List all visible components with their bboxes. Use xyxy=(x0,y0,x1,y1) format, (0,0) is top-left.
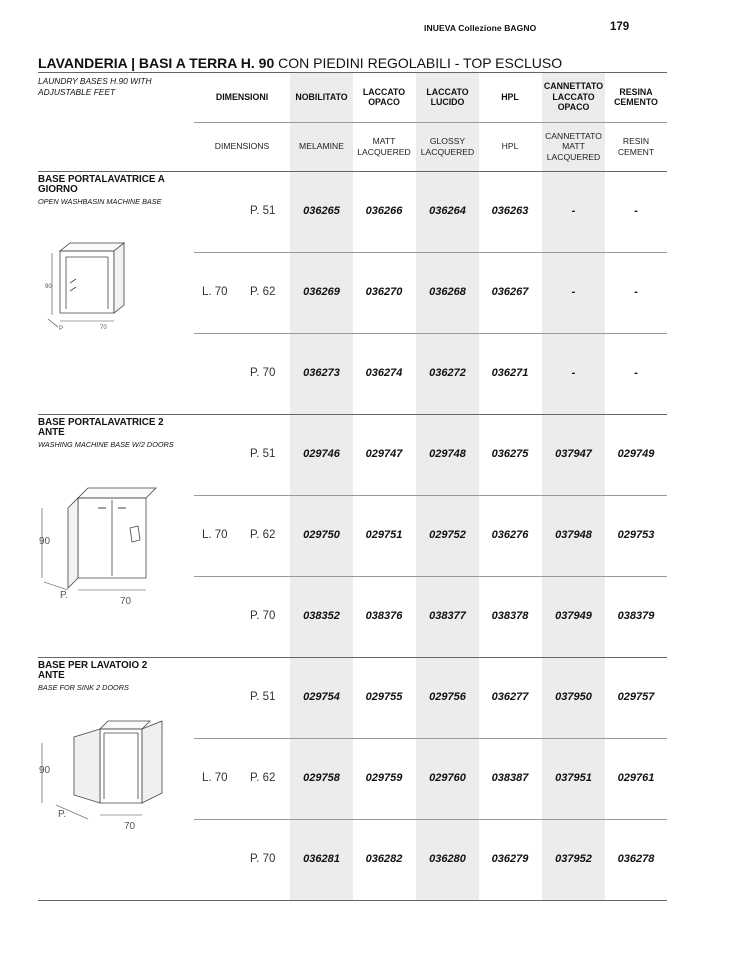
depth-value: P. 70 xyxy=(250,610,276,622)
depth-value: P. 51 xyxy=(250,204,276,217)
article-code: 036264 xyxy=(429,204,466,217)
illustration-height: 90 xyxy=(39,536,51,547)
article-code: 036274 xyxy=(365,367,403,379)
table-divider xyxy=(194,122,667,123)
article-code: 038352 xyxy=(303,610,340,622)
article-code: 036281 xyxy=(303,853,340,865)
article-code: 038378 xyxy=(491,610,529,622)
article-code: 036265 xyxy=(303,204,340,217)
section-subtitle: OPEN WASHBASIN MACHINE BASE xyxy=(38,197,162,206)
table-divider xyxy=(38,171,667,172)
column-header-5: HPL xyxy=(501,91,519,102)
article-code: 038376 xyxy=(365,610,403,622)
article-code: 029749 xyxy=(617,447,655,460)
illustration-height: 90 xyxy=(45,284,52,290)
width-value: L. 70 xyxy=(202,528,228,541)
header-brand: INUEVA Collezione BAGNO xyxy=(424,23,537,33)
width-value: L. 70 xyxy=(202,285,228,298)
table-divider xyxy=(194,333,667,334)
article-code: 029757 xyxy=(617,690,655,703)
article-code: - xyxy=(634,367,638,379)
article-code: - xyxy=(634,285,638,298)
table-divider xyxy=(194,576,667,577)
article-code: 029756 xyxy=(429,690,466,703)
section-title: BASE PER LAVATOIO 2 ANTE xyxy=(38,660,148,681)
column-subheader-5: HPL xyxy=(501,141,519,152)
column-header-2: NOBILITATO xyxy=(295,91,348,102)
column-subheader-6: CANNETTATO MATT LACQUERED xyxy=(545,130,602,162)
column-header-4: LACCATO LUCIDO xyxy=(426,86,469,107)
article-code: 029754 xyxy=(303,690,340,703)
article-code: 029755 xyxy=(365,690,403,703)
article-code: 029759 xyxy=(365,771,403,784)
section-subtitle: WASHING MACHINE BASE W/2 DOORS xyxy=(38,440,174,449)
article-code: 036277 xyxy=(491,690,529,703)
depth-value: P. 62 xyxy=(250,771,276,784)
column-header-1: DIMENSIONI xyxy=(215,91,269,102)
illustration-width: 70 xyxy=(124,821,136,832)
depth-value: P. 62 xyxy=(250,285,276,298)
article-code: 029761 xyxy=(617,771,655,784)
depth-value: P. 51 xyxy=(250,447,276,460)
article-code: 029751 xyxy=(365,528,403,541)
title-rest: CON PIEDINI REGOLABILI - TOP ESCLUSO xyxy=(274,55,563,71)
column-header-7: RESINA CEMENTO xyxy=(614,86,658,107)
page-title xyxy=(38,55,562,71)
depth-value: P. 70 xyxy=(250,367,276,379)
illustration-width: 70 xyxy=(120,596,132,607)
table-divider xyxy=(38,72,667,73)
table-divider xyxy=(194,252,667,253)
product-illustration xyxy=(38,478,168,610)
depth-value: P. 62 xyxy=(250,528,276,541)
article-code: 036267 xyxy=(491,285,529,298)
article-code: 036280 xyxy=(429,853,466,865)
column-subheader-4: GLOSSY LACQUERED xyxy=(420,136,475,157)
width-value: L. 70 xyxy=(202,771,228,784)
article-code: 036271 xyxy=(491,367,529,379)
article-code: 029746 xyxy=(303,447,340,460)
column-subheader-3: MATT LACQUERED xyxy=(357,136,411,157)
column-subheader-2: MELAMINE xyxy=(299,141,344,152)
article-code: 037947 xyxy=(555,447,592,460)
illustration-depth: P xyxy=(59,326,64,332)
illustration-depth: P. xyxy=(58,809,67,820)
article-code: 036263 xyxy=(491,204,529,217)
illustration-width: 70 xyxy=(100,325,107,331)
article-code: 036270 xyxy=(365,285,403,298)
article-code: 036273 xyxy=(303,367,340,379)
article-code: 036272 xyxy=(429,367,466,379)
title-bold: LAVANDERIA | BASI A TERRA H. 90 xyxy=(38,55,275,71)
article-code: 029748 xyxy=(429,447,466,460)
article-code: 036268 xyxy=(429,285,466,298)
product-illustration xyxy=(42,231,138,335)
article-code: 036279 xyxy=(491,853,529,865)
table-divider xyxy=(194,495,667,496)
product-illustration xyxy=(38,693,172,835)
article-code: 037949 xyxy=(555,610,592,622)
illustration-depth: P. xyxy=(60,590,69,601)
article-code: 036282 xyxy=(365,853,403,865)
column-header-3: LACCATO OPACO xyxy=(362,86,406,107)
table-divider xyxy=(38,657,667,658)
article-code: 037951 xyxy=(555,771,592,784)
page-number: 179 xyxy=(610,21,630,33)
table-divider xyxy=(38,414,667,415)
article-code: 029758 xyxy=(303,771,340,784)
article-code: 036278 xyxy=(617,853,655,865)
illustration-height: 90 xyxy=(39,765,51,776)
article-code: 037950 xyxy=(555,690,592,703)
column-header-6: CANNETTATO LACCATO OPACO xyxy=(543,81,604,113)
article-code: 038377 xyxy=(429,610,466,622)
section-title: BASE PORTALAVATRICE A GIORNO xyxy=(38,174,165,195)
article-code: 036269 xyxy=(303,285,340,298)
article-code: 036266 xyxy=(365,204,403,217)
article-code: 029753 xyxy=(617,528,655,541)
laundry-label: LAUNDRY BASES H.90 WITH ADJUSTABLE FEET xyxy=(38,76,152,97)
depth-value: P. 51 xyxy=(250,690,276,703)
table-divider xyxy=(38,900,667,901)
article-code: - xyxy=(571,204,576,217)
table-divider xyxy=(194,738,667,739)
article-code: 036276 xyxy=(491,528,529,541)
article-code: - xyxy=(571,367,576,379)
article-code: - xyxy=(571,285,576,298)
article-code: 038387 xyxy=(491,771,529,784)
article-code: 037948 xyxy=(555,528,592,541)
article-code: 029752 xyxy=(429,528,466,541)
article-code: 029760 xyxy=(429,771,466,784)
article-code: 037952 xyxy=(555,853,592,865)
article-code: - xyxy=(634,204,638,217)
column-subheader-1: DIMENSIONS xyxy=(214,141,270,152)
article-code: 036275 xyxy=(491,447,529,460)
table-divider xyxy=(194,819,667,820)
article-code: 029750 xyxy=(303,528,340,541)
section-title: BASE PORTALAVATRICE 2 ANTE xyxy=(38,417,164,438)
article-code: 038379 xyxy=(617,610,655,622)
column-subheader-7: RESIN CEMENT xyxy=(617,136,655,157)
depth-value: P. 70 xyxy=(250,853,276,865)
section-subtitle: BASE FOR SINK 2 DOORS xyxy=(38,683,129,692)
article-code: 029747 xyxy=(365,447,403,460)
